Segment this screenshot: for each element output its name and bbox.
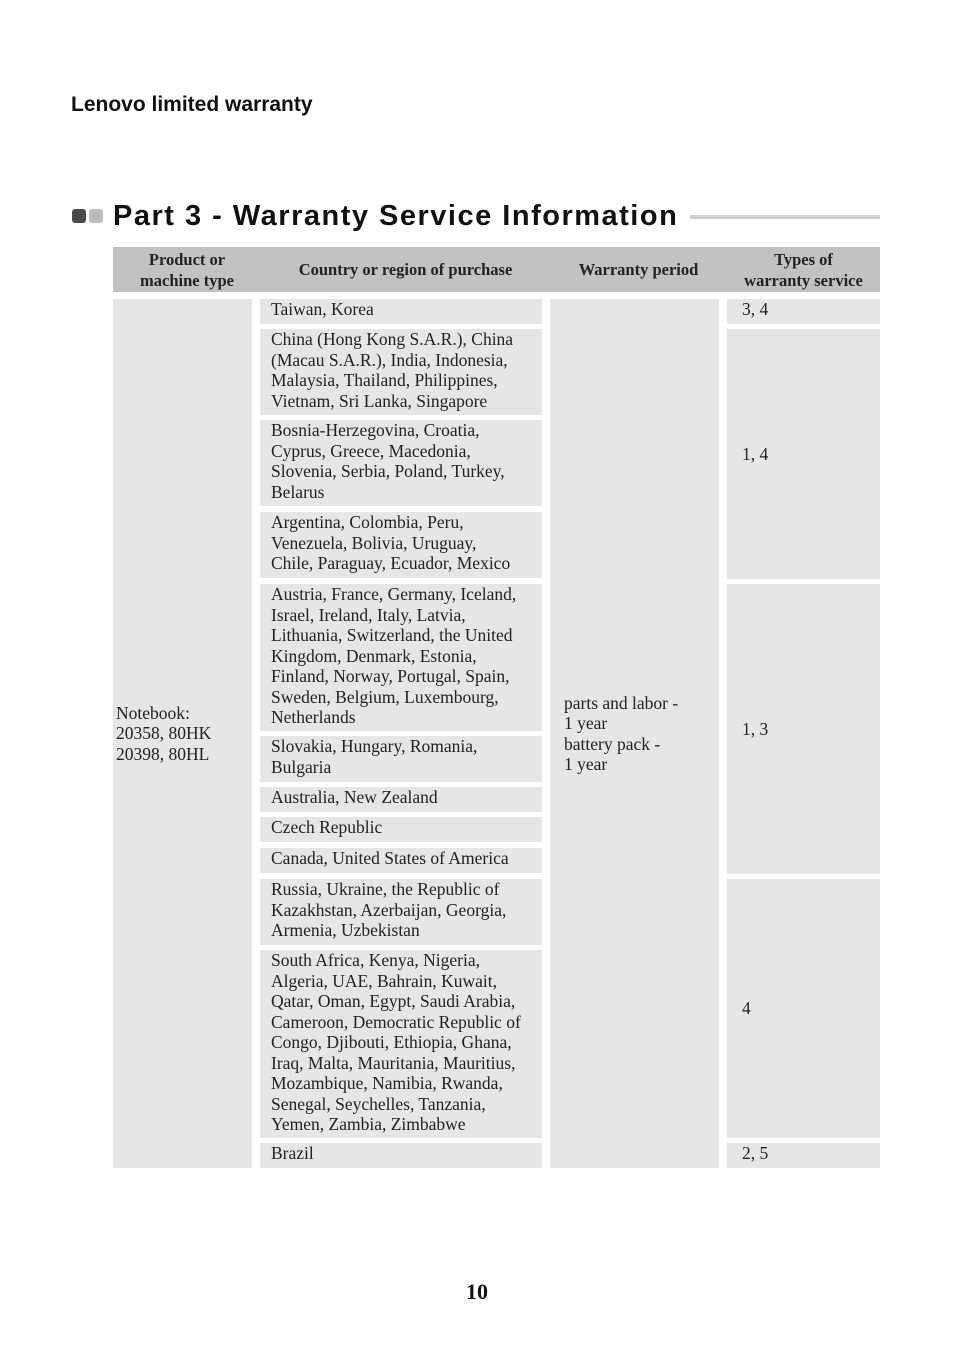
country-cell: [260, 584, 542, 731]
country-cell: [260, 299, 542, 324]
header-product: [113, 247, 261, 292]
country-cell: [260, 420, 542, 506]
country-line: Kazakhstan, Azerbaijan, Georgia,: [271, 899, 507, 920]
service-type-cell: 2, 5: [727, 1143, 880, 1168]
country-line: Slovenia, Serbia, Poland, Turkey,: [271, 461, 505, 481]
header-types-line: warranty service: [744, 270, 863, 290]
country-line: Sweden, Belgium, Luxembourg,: [271, 686, 499, 707]
country-cell: [260, 512, 542, 578]
country-cell: [260, 879, 542, 945]
country-line: Algeria, UAE, Bahrain, Kuwait,: [271, 970, 497, 991]
country-line: Armenia, Uzbekistan: [271, 920, 420, 940]
warranty-period-line: parts and labor -: [564, 692, 679, 713]
header-types-line: Types of: [774, 249, 833, 269]
country-line: Senegal, Seychelles, Tanzania,: [271, 1093, 486, 1114]
header-period: Warranty period: [550, 247, 727, 292]
machine-type-line: Notebook:: [116, 702, 190, 723]
country-line: Israel, Ireland, Italy, Latvia,: [271, 604, 466, 625]
bullet-square-dark-icon: [72, 209, 86, 223]
running-head: Lenovo limited warranty: [71, 93, 313, 116]
country-line: Malaysia, Thailand, Philippines,: [271, 370, 498, 390]
country-line: Canada, United States of America: [271, 848, 509, 868]
country-line: (Macau S.A.R.), India, Indonesia,: [271, 349, 508, 370]
country-cell: [260, 1143, 542, 1168]
country-line: Australia, New Zealand: [271, 787, 438, 807]
country-line: Iraq, Malta, Mauritania, Mauritius,: [271, 1052, 516, 1073]
country-line: Venezuela, Bolivia, Uruguay,: [271, 532, 477, 553]
header-product-line: machine type: [140, 270, 234, 290]
country-line: Russia, Ukraine, the Republic of: [271, 879, 500, 899]
country-line: Belarus: [271, 481, 325, 502]
country-cell: [260, 787, 542, 812]
country-line: Slovakia, Hungary, Romania,: [271, 736, 478, 756]
country-line: Austria, France, Germany, Iceland,: [271, 584, 517, 604]
country-line: Czech Republic: [271, 817, 383, 837]
page-number: 10: [466, 1279, 488, 1304]
country-line: Lithuania, Switzerland, the United: [271, 625, 513, 645]
service-type-cell: 4: [727, 879, 880, 1138]
country-line: Yemen, Zambia, Zimbabwe: [271, 1114, 466, 1134]
section-heading: [72, 196, 880, 236]
country-line: Bosnia-Herzegovina, Croatia,: [271, 420, 480, 440]
country-line: Mozambique, Namibia, Rwanda,: [271, 1073, 503, 1093]
country-line: Congo, Djibouti, Ethiopia, Ghana,: [271, 1032, 512, 1052]
service-type-cell: 1, 4: [727, 329, 880, 579]
country-line: Cameroon, Democratic Republic of: [271, 1011, 521, 1032]
warranty-period-line: 1 year: [564, 713, 608, 733]
country-line: Kingdom, Denmark, Estonia,: [271, 645, 477, 666]
warranty-period-cell: [550, 299, 719, 1168]
country-line: Chile, Paraguay, Ecuador, Mexico: [271, 553, 511, 573]
country-line: Finland, Norway, Portugal, Spain,: [271, 666, 510, 686]
country-line: Netherlands: [271, 707, 356, 727]
bullet-square-light-icon: [89, 209, 103, 223]
country-line: Qatar, Oman, Egypt, Saudi Arabia,: [271, 991, 516, 1011]
country-line: Taiwan, Korea: [271, 299, 374, 319]
header-types: [727, 247, 880, 292]
country-cell: [260, 848, 542, 873]
machine-type-cell: [113, 299, 252, 1168]
country-line: Bulgaria: [271, 756, 332, 777]
service-type-cell: 3, 4: [727, 299, 880, 324]
warranty-period-line: battery pack -: [564, 733, 661, 754]
country-cell: [260, 950, 542, 1138]
country-line: China (Hong Kong S.A.R.), China: [271, 329, 514, 349]
section-title: Part 3 - Warranty Service Information: [113, 199, 679, 232]
country-line: Argentina, Colombia, Peru,: [271, 512, 464, 532]
country-cell: [260, 817, 542, 842]
machine-type-line: 20358, 80HK: [116, 723, 212, 744]
warranty-period-line: 1 year: [564, 754, 608, 774]
country-line: Brazil: [271, 1143, 314, 1163]
country-cell: [260, 329, 542, 415]
country-line: Cyprus, Greece, Macedonia,: [271, 440, 471, 461]
header-product-line: Product or: [148, 249, 226, 269]
country-line: Vietnam, Sri Lanka, Singapore: [271, 390, 488, 411]
heading-rule: [690, 215, 880, 219]
country-line: South Africa, Kenya, Nigeria,: [271, 950, 480, 970]
machine-type-line: 20398, 80HL: [116, 743, 210, 764]
header-country: Country or region of purchase: [261, 247, 550, 292]
service-type-cell: 1, 3: [727, 584, 880, 874]
country-cell: [260, 736, 542, 782]
